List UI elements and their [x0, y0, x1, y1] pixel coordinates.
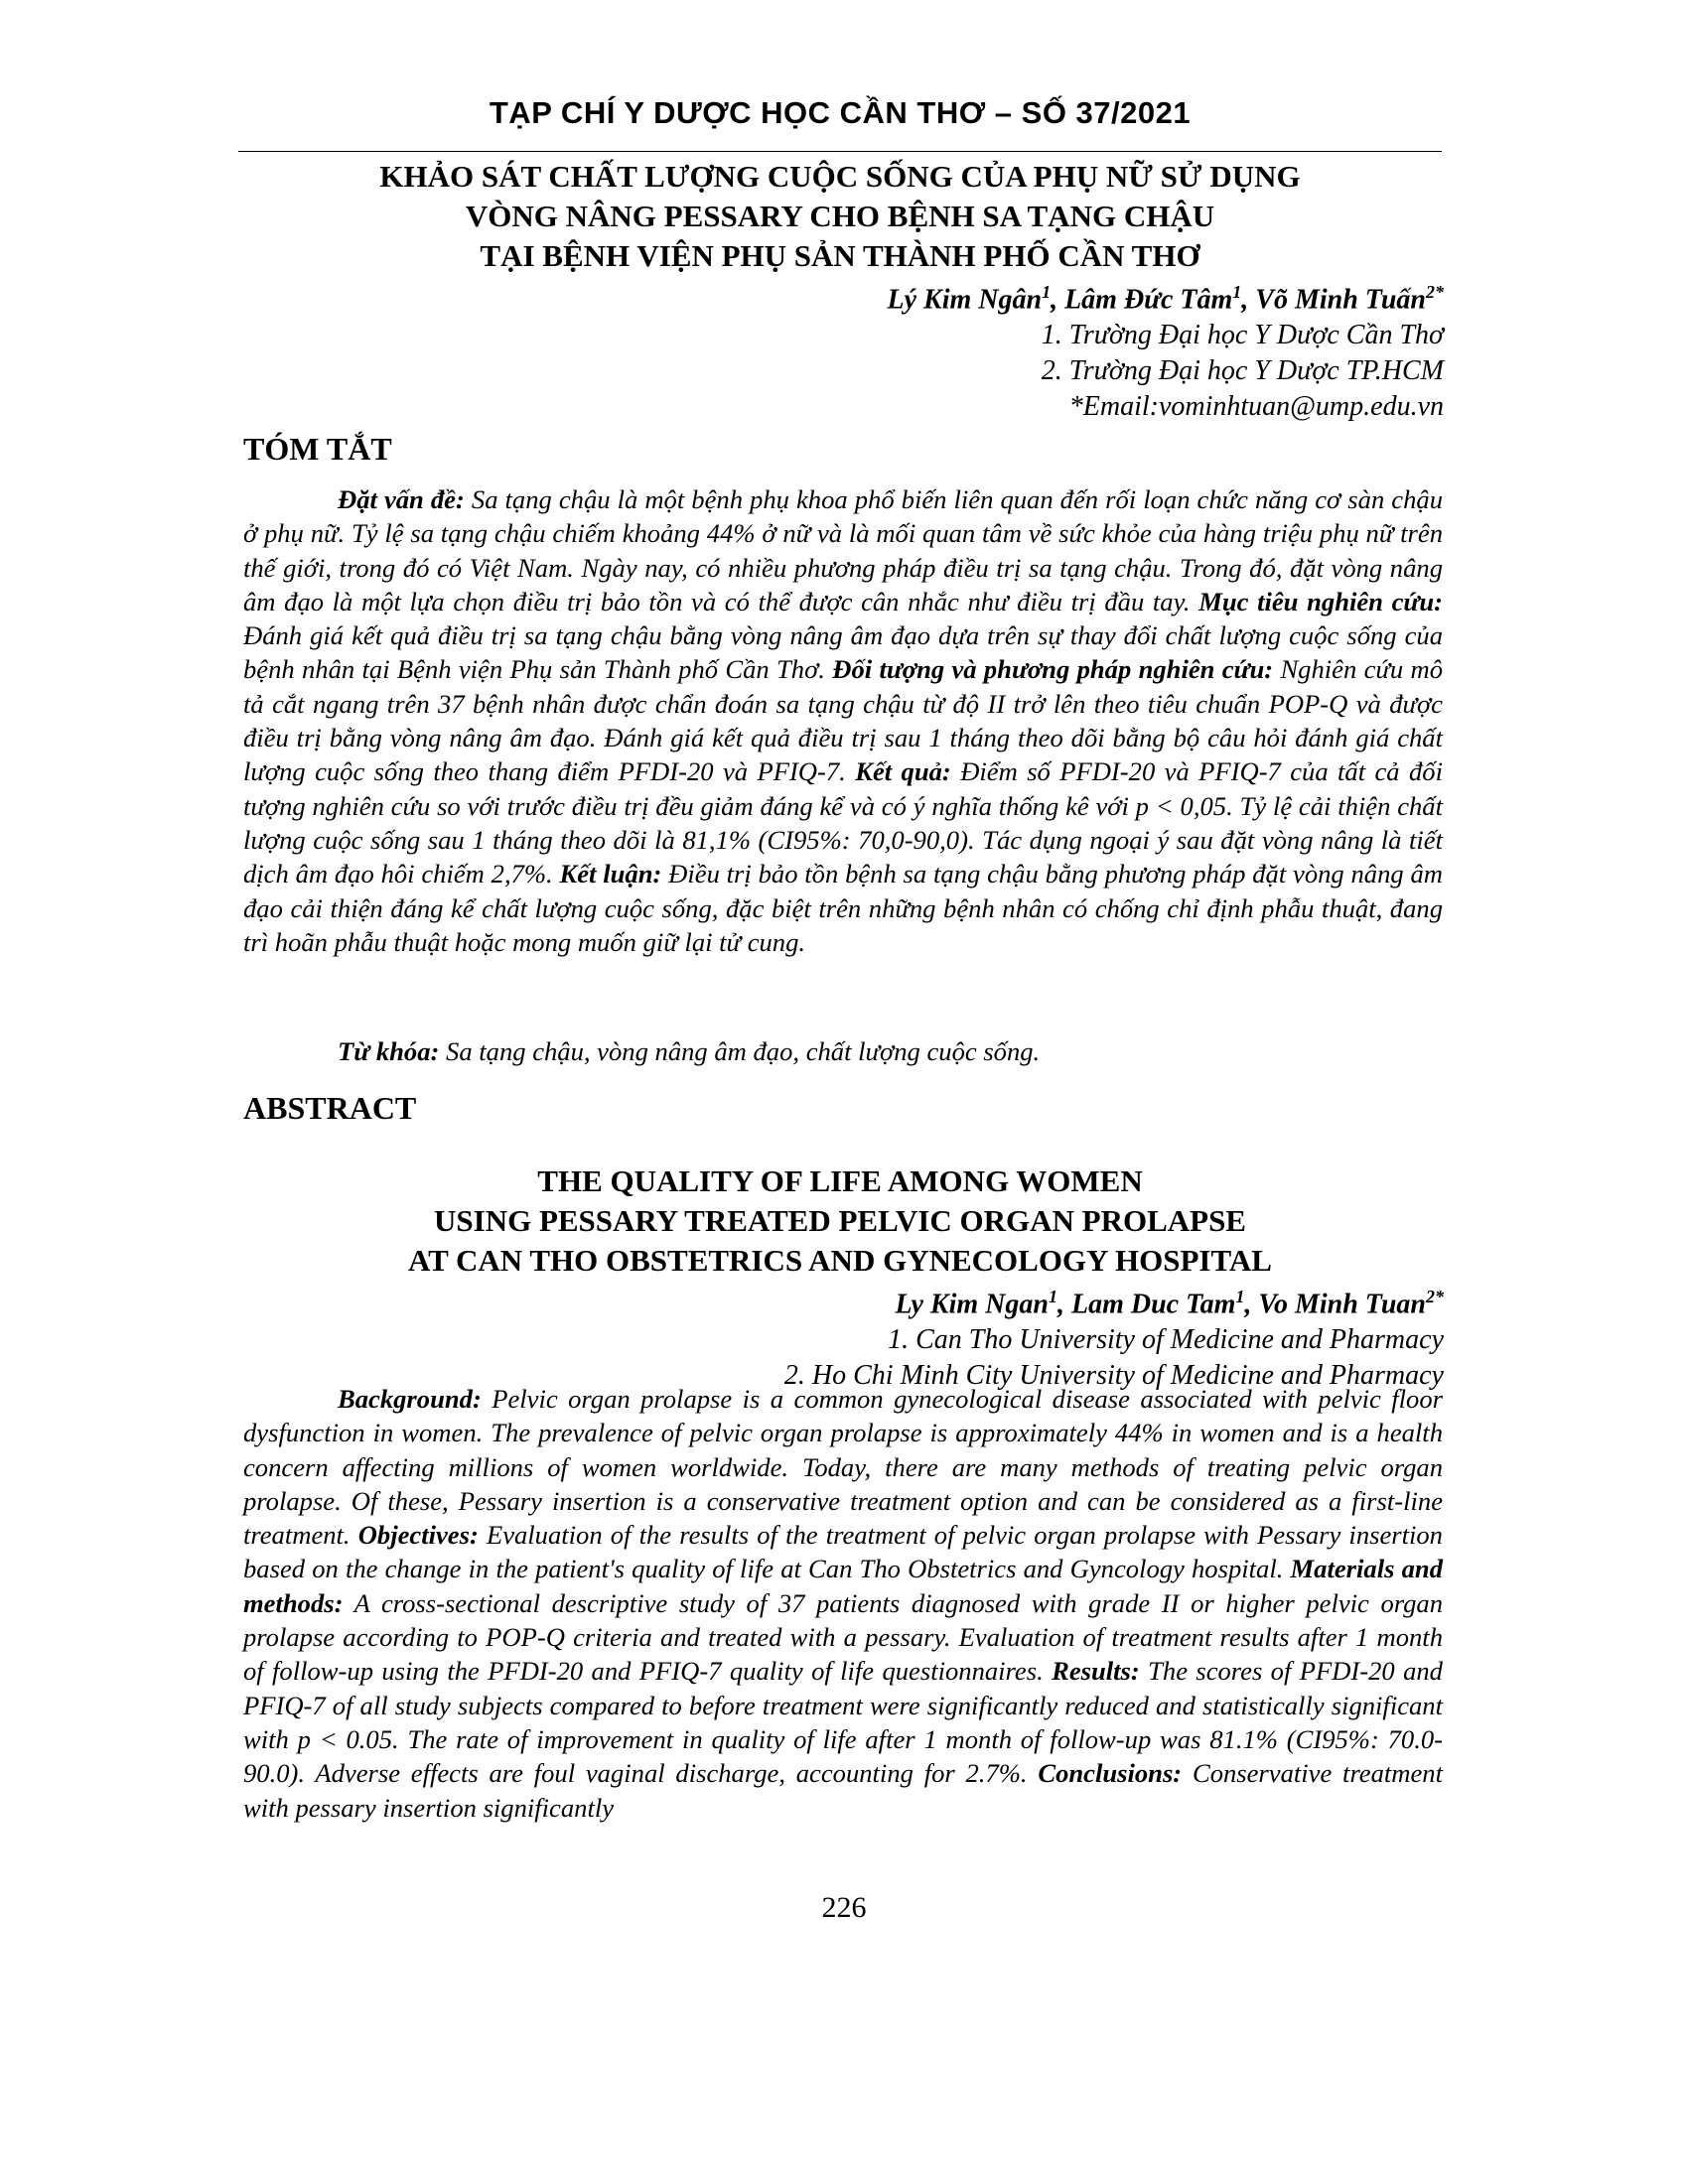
en-affiliation: 2. Ho Chi Minh City University of Medicine and Pharmacy: [783, 1360, 1444, 1392]
vn-title-line: VÒNG NÂNG PESSARY CHO BỆNH SA TẠNG CHẬU: [465, 199, 1215, 233]
en-title-line: USING PESSARY TREATED PELVIC ORGAN PROLAPSE: [434, 1203, 1246, 1238]
abstract-text: Đánh giá kết quả điều trị sa tạng chậu bằng vòng nâng âm đạo dựa trên sự thay đổi chất lượng cuộc sống của bệnh nhân tại Bệnh viện Phụ sản Thành phố Cần Thơ.: [243, 620, 1443, 685]
abstract-label: Đối tượng và phương pháp nghiên cứu:: [832, 654, 1274, 685]
vn-article-title: [238, 157, 1442, 276]
abstract-text: Pelvic organ prolapse is a common gynecological disease associated with pelvic floor dysfunction in women. The prevalence of pelvic organ prolapse is approximately 44% in women and is a health concern affecting millions of women worldwide. Today, there are many methods of treating pelvic organ prolapse. Of these, Pessary insertion is a conservative treatment option and can be considered as a first-line treatment.: [243, 1384, 1443, 1551]
abstract-label: Đặt vấn đề:: [338, 484, 465, 514]
vn-abstract-heading: TÓM TẮT: [243, 431, 392, 467]
en-authors: [784, 1279, 1444, 1322]
en-article-title: [238, 1161, 1442, 1281]
page-number: 226: [821, 1891, 867, 1924]
author-separator: ,: [1051, 284, 1065, 316]
vn-authors: [888, 274, 1444, 318]
en-author-block: [784, 1279, 1444, 1394]
vn-author-block: [888, 274, 1444, 425]
author-name: Ly Kim Ngan: [895, 1289, 1049, 1320]
abstract-text: Điều trị bảo tồn bệnh sa tạng chậu bằng phương pháp đặt vòng nâng âm đạo cải thiện đáng kể chất lượng cuộc sống, đặc biệt trên những bệnh nhân có chống chỉ định phẫu thuật, đang trì hoãn phẫu thuật hoặc mong muốn giữ lại tử cung.: [243, 859, 1444, 957]
author-affiliation-mark: 1: [1042, 282, 1052, 302]
abstract-text: A cross-sectional descriptive study of 37 patients diagnosed with grade II or higher pelvic organ prolapse according to POP-Q criteria and treated with a pessary. Evaluation of treatment results after 1 month of follow-up using the PFDI-20 and PFIQ-7 quality of life questionnaires.: [243, 1587, 1443, 1687]
author-name: Lâm Đức Tâm: [1064, 284, 1233, 316]
vn-title-line: TẠI BỆNH VIỆN PHỤ SẢN THÀNH PHỐ CẦN THƠ: [480, 238, 1200, 273]
author-affiliation-mark: 1: [1048, 1287, 1057, 1306]
author-affiliation-mark: 1: [1235, 1287, 1245, 1306]
author-affiliation-mark: 2*: [1426, 1287, 1444, 1306]
en-title-line: AT CAN THO OBSTETRICS AND GYNECOLOGY HOSPITAL: [408, 1243, 1272, 1278]
vn-abstract-paragraph: [243, 482, 1443, 959]
author-name: Võ Minh Tuấn: [1255, 284, 1426, 316]
abstract-label: Mục tiêu nghiên cứu:: [1198, 586, 1443, 616]
abstract-text: Conservative treatment with pessary insertion significantly: [243, 1758, 1443, 1823]
author-name: Lý Kim Ngân: [887, 284, 1043, 316]
vn-keywords: [243, 1034, 1443, 1068]
author-name: Lam Duc Tam: [1070, 1289, 1236, 1320]
author-affiliation-mark: 2*: [1426, 282, 1444, 302]
journal-header: TẠP CHÍ Y DƯỢC HỌC CẦN THƠ – SỐ 37/2021: [489, 95, 1192, 130]
author-affiliation-mark: 1: [1232, 282, 1242, 302]
abstract-label: Conclusions:: [1038, 1758, 1183, 1789]
en-title-line: THE QUALITY OF LIFE AMONG WOMEN: [537, 1163, 1143, 1198]
abstract-text: The scores of PFDI-20 and PFIQ-7 of all study subjects compared to before treatment were significantly reduced and statistically significant with p < 0.05. The rate of improvement in quality of life after 1 month of follow-up was 81.1% (CI95%: 70.0-90.0). Adverse effects are foul vaginal discharge, accounting for 2.7%.: [243, 1656, 1443, 1789]
abstract-text: Sa tạng chậu là một bệnh phụ khoa phổ biến liên quan đến rối loạn chức năng cơ sàn chậu ở phụ nữ. Tỷ lệ sa tạng chậu chiếm khoảng 44% ở nữ và là mối quan tâm về sức khỏe của hàng triệu phụ nữ trên thế giới, trong đó có Việt Nam. Ngày nay, có nhiều phương pháp điều trị sa tạng chậu. Trong đó, đặt vòng nâng âm đạo là một lựa chọn điều trị bảo tồn và có thể được cân nhắc như điều trị đầu tay.: [243, 484, 1443, 616]
author-separator: ,: [1244, 1289, 1259, 1320]
keywords-label: Từ khóa:: [338, 1036, 440, 1066]
abstract-label: Kết luận:: [559, 859, 662, 889]
author-separator: ,: [1056, 1289, 1071, 1320]
abstract-text: Evaluation of the results of the treatment of pelvic organ prolapse with Pessary insertion based on the change in the patient's quality of life at Can Tho Obstetrics and Gyncology hospital.: [243, 1520, 1443, 1584]
abstract-text: Điểm số PFDI-20 và PFIQ-7 của tất cả đối tượng nghiên cứu so với trước điều trị đều giảm đáng kể và có ý nghĩa thống kê với p < 0,05. Tỷ lệ cải thiện chất lượng cuộc sống sau 1 tháng theo dõi là 81,1% (CI95%: 70,0-90,0). Tác dụng ngoại ý sau đặt vòng nâng là tiết dịch âm đạo hôi chiếm 2,7%.: [243, 756, 1443, 889]
en-abstract-heading: ABSTRACT: [243, 1090, 417, 1126]
author-name: Vo Minh Tuan: [1258, 1289, 1426, 1320]
abstract-text: Nghiên cứu mô tả cắt ngang trên 37 bệnh nhân được chẩn đoán sa tạng chậu từ độ II trở lên theo tiêu chuẩn POP-Q và được điều trị bằng vòng nâng âm đạo. Đánh giá kết quả điều trị sau 1 tháng theo dõi bằng bộ câu hỏi đánh giá chất lượng cuộc sống theo thang điểm PFDI-20 và PFIQ-7.: [243, 654, 1443, 787]
vn-affiliation: 2. Trường Đại học Y Dược TP.HCM: [1041, 355, 1444, 387]
abstract-label: Objectives:: [357, 1520, 479, 1551]
vn-email: *Email:vominhtuan@ump.edu.vn: [1068, 391, 1444, 423]
vn-title-line: KHẢO SÁT CHẤT LƯỢNG CUỘC SỐNG CỦA PHỤ NỮ SỬ DỤNG: [379, 159, 1301, 194]
abstract-label: Materials and methods:: [243, 1554, 1443, 1618]
abstract-label: Results:: [1052, 1656, 1140, 1687]
vn-affiliation: 1. Trường Đại học Y Dược Cần Thơ: [1041, 320, 1444, 351]
keywords-text: Sa tạng chậu, vòng nâng âm đạo, chất lượng cuộc sống.: [439, 1036, 1041, 1066]
abstract-label: Kết quả:: [855, 756, 951, 787]
author-separator: ,: [1241, 284, 1256, 316]
en-affiliation: 1. Can Tho University of Medicine and Pharmacy: [888, 1324, 1444, 1356]
en-abstract-paragraph: [243, 1382, 1443, 1825]
header-rule: [238, 151, 1442, 152]
abstract-label: Background:: [338, 1384, 482, 1414]
